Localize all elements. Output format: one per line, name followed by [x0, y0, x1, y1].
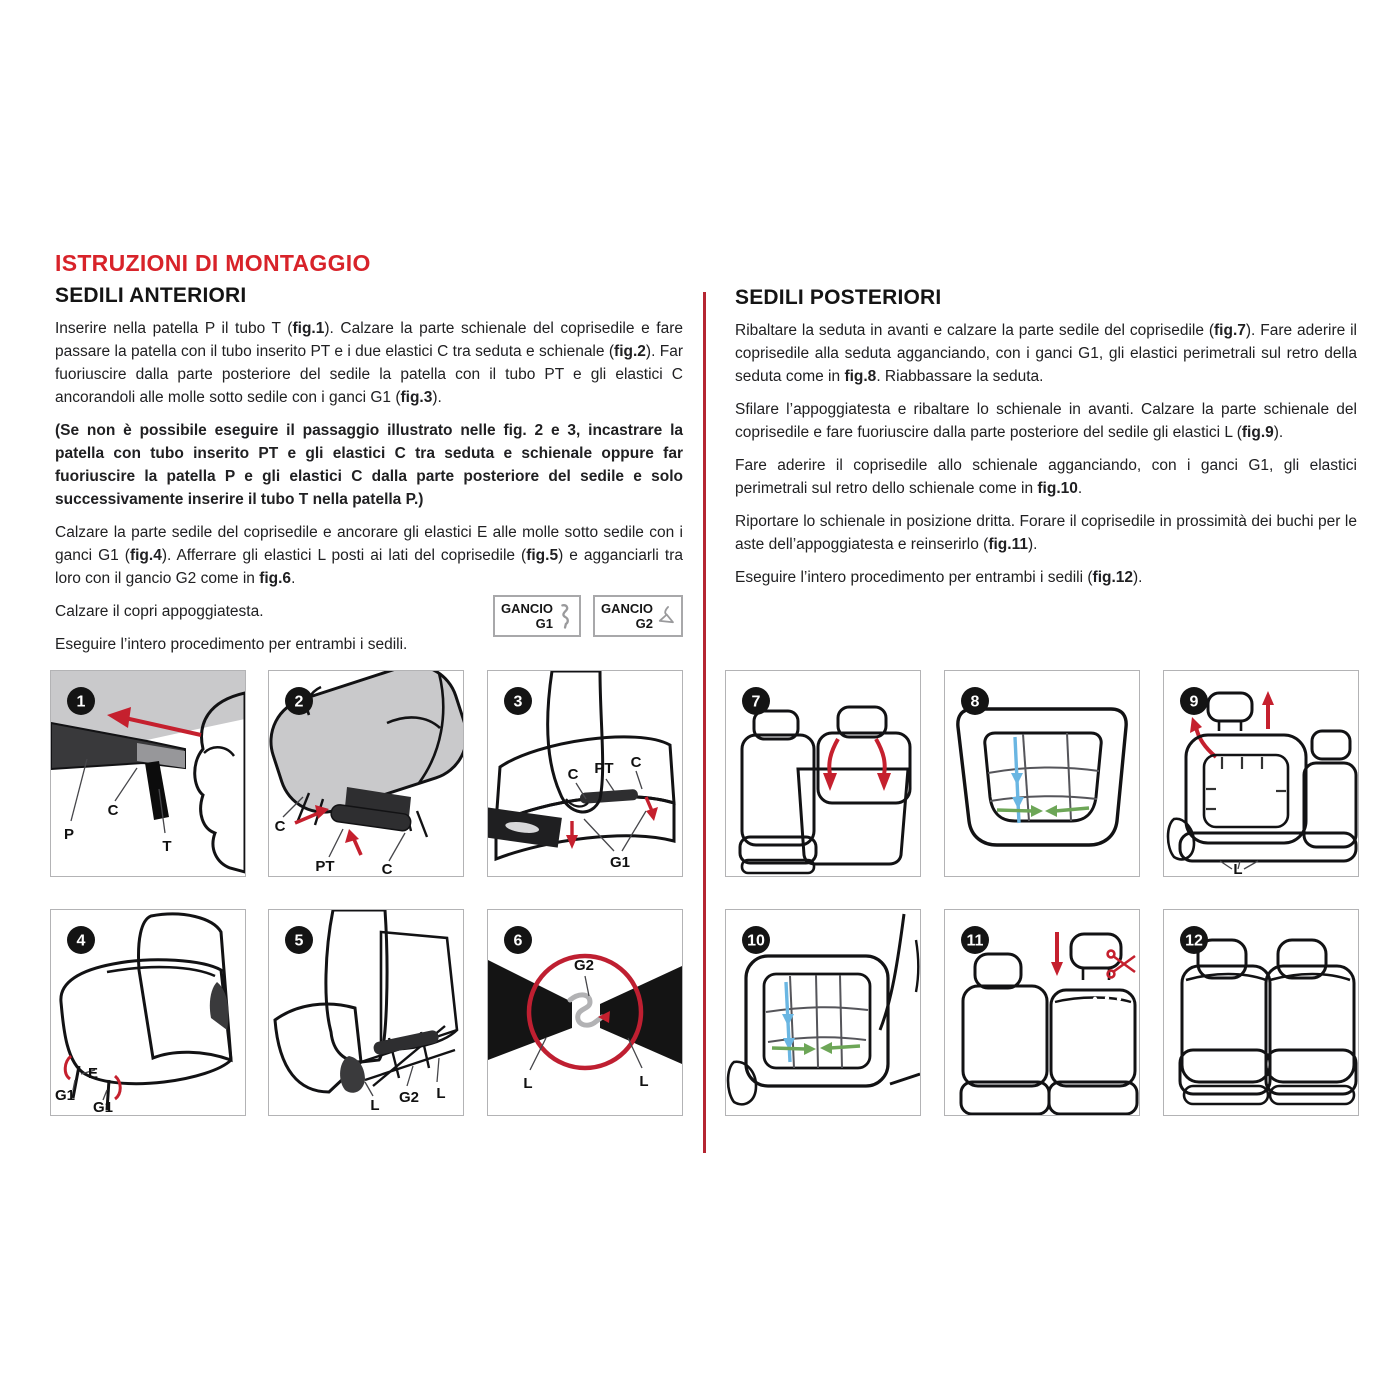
figure-8-illustration — [945, 671, 1139, 876]
gancio-g2-code: G2 — [635, 616, 653, 631]
figure-panel-3 — [487, 670, 683, 877]
figure-5-illustration — [269, 910, 463, 1115]
figure-3-label-c1: C — [567, 766, 579, 783]
figure-2-number: 2 — [294, 693, 304, 711]
figure-8-number: 8 — [970, 693, 980, 711]
figure-9-illustration — [1164, 671, 1358, 876]
figure-7-illustration — [726, 671, 920, 876]
figure-2-label-c2: C — [381, 861, 393, 876]
figure-12-illustration — [1164, 910, 1358, 1115]
rear-paragraph-4: Riportare lo schienale in posizione dritta. Forare il coprisedile in prossimità dei buchi per le aste dell’appoggiatesta e reinserirlo (fig.11). — [735, 513, 1357, 553]
page-title: ISTRUZIONI DI MONTAGGIO — [55, 250, 371, 276]
figure-6-number: 6 — [513, 932, 523, 950]
figure-2-label-c1: C — [274, 818, 286, 835]
rear-paragraph-5: Eseguire l’intero procedimento per entrambi i sedili (fig.12). — [735, 569, 1143, 586]
figure-9-number: 9 — [1189, 693, 1199, 711]
figure-5-number: 5 — [294, 932, 304, 950]
figure-1-number: 1 — [76, 693, 86, 711]
gancio-g1-code: G1 — [535, 616, 553, 631]
gancio-g1-text — [501, 601, 553, 631]
figure-3-label-g1: G1 — [609, 854, 631, 871]
figure-10-number: 10 — [747, 932, 765, 950]
figure-4-illustration — [51, 910, 245, 1115]
figure-5-label-l1: L — [370, 1097, 380, 1114]
rear-seats-section — [735, 286, 1357, 599]
figure-9-label-l: L — [1233, 861, 1243, 876]
figure-3-number: 3 — [513, 693, 523, 711]
gancio-g1-legend — [493, 595, 581, 637]
figure-7-number: 7 — [751, 693, 761, 711]
figure-6-label-l1: L — [523, 1075, 533, 1092]
figure-3-label-pt: PT — [594, 760, 614, 777]
figure-6-label-g2: G2 — [573, 957, 595, 974]
front-paragraph-4: Calzare il copri appoggiatesta. — [55, 603, 264, 620]
front-seats-section — [55, 284, 683, 666]
figure-1-illustration — [51, 671, 245, 876]
figure-4-label-g1a: G1 — [54, 1087, 76, 1104]
front-paragraph-1: Inserire nella patella P il tubo T (fig.1). Calzare la parte schienale del coprisedile e fare passare la patella con il tubo inserito PT e i due elastici C tra seduta e schienale (fig.2). Far fuoriuscire dalla parte posteriore del sedile la patella con il tubo PT e gli elastici C ancorandoli alle molle sotto sedile con i ganci G1 (fig.3). — [55, 320, 684, 406]
figure-panel-1 — [50, 670, 246, 877]
figure-4-label-e: E — [87, 1065, 99, 1082]
figure-6-illustration — [488, 910, 682, 1115]
column-divider — [703, 292, 706, 1153]
gancio-g2-legend — [593, 595, 683, 637]
figure-5-label-l2: L — [436, 1085, 446, 1102]
figure-panel-10 — [725, 909, 921, 1116]
rear-paragraph-2: Sfilare l’appoggiatesta e ribaltare lo schienale in avanti. Calzare la parte schienale del coprisedile e fare fuoriuscire dalla parte posteriore del sedile gli elastici L (fig.9). — [735, 401, 1357, 441]
figure-panel-12 — [1163, 909, 1359, 1116]
figure-11-illustration — [945, 910, 1139, 1115]
figure-2-illustration — [269, 671, 463, 876]
hook-g1-icon — [557, 601, 573, 631]
figure-5-label-g2: G2 — [398, 1089, 420, 1106]
figure-1-label-t: T — [162, 838, 172, 855]
figure-12-number: 12 — [1185, 932, 1203, 950]
figure-3-illustration — [488, 671, 682, 876]
figure-panel-5 — [268, 909, 464, 1116]
figure-panel-2 — [268, 670, 464, 877]
hook-g2-icon — [657, 601, 675, 631]
figure-2-label-pt: PT — [315, 858, 335, 875]
figure-panel-9 — [1163, 670, 1359, 877]
figure-panel-11 — [944, 909, 1140, 1116]
figure-11-number: 11 — [966, 932, 984, 950]
rear-paragraph-1: Ribaltare la seduta in avanti e calzare la parte sedile del coprisedile (fig.7). Fare aderire il coprisedile alla seduta agganciando, con i ganci G1, gli elastici perimetrali sul retro della seduta come in fig.8. Riabbassare la seduta. — [735, 322, 1357, 385]
figure-1-label-p: P — [63, 826, 75, 843]
rear-seats-heading: SEDILI POSTERIORI — [735, 286, 942, 309]
figure-panel-7 — [725, 670, 921, 877]
gancio-g1-label: GANCIO — [501, 601, 553, 616]
figure-3-label-c2: C — [630, 754, 642, 771]
front-seats-heading: SEDILI ANTERIORI — [55, 284, 247, 307]
rear-paragraph-3: Fare aderire il coprisedile allo schienale agganciando, con i ganci G1, gli elastici perimetrali sul retro dello schienale come in fig.10. — [735, 457, 1357, 497]
figure-6-label-l2: L — [639, 1073, 649, 1090]
figure-10-illustration — [726, 910, 920, 1115]
figure-4-number: 4 — [76, 932, 86, 950]
front-paragraph-5: Eseguire l’intero procedimento per entrambi i sedili. — [55, 636, 408, 653]
figure-1-label-c: C — [107, 802, 119, 819]
front-paragraph-3: Calzare la parte sedile del coprisedile e ancorare gli elastici E alle molle sotto sedile con i ganci G1 (fig.4). Afferrare gli elastici L posti ai lati del coprisedile (fig.5) e agganciarli tra loro con il gancio G2 come in fig.6. — [55, 524, 683, 587]
figure-panel-6 — [487, 909, 683, 1116]
figure-panel-8 — [944, 670, 1140, 877]
gancio-g2-label: GANCIO — [601, 601, 653, 616]
gancio-g2-text — [601, 601, 653, 631]
figure-panel-4 — [50, 909, 246, 1116]
front-paragraph-2: (Se non è possibile eseguire il passaggio illustrato nelle fig. 2 e 3, incastrare la patella con tubo inserito PT e gli elastici C tra seduta e schienale oppure far fuoriuscire la patella P e gli elastici C dalla parte posteriore del sedile e solo successivamente inserire il tubo T nella patella P.) — [55, 422, 683, 508]
figure-4-label-g1b: G1 — [92, 1099, 114, 1115]
